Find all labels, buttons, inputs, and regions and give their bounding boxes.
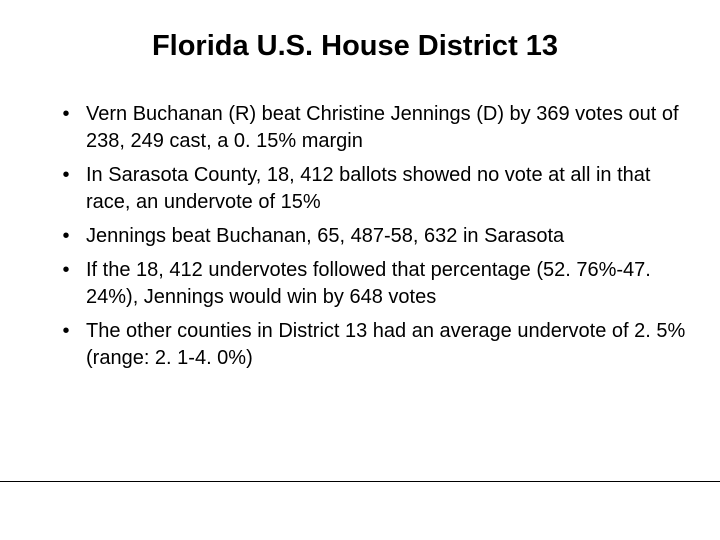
bullet-text: In Sarasota County, 18, 412 ballots showed no vote at all in that race, an undervote of 15% [86,164,651,213]
bullet-text: The other counties in District 13 had an average undervote of 2. 5% (range: 2. 1-4. 0%) [86,320,686,369]
bullet-icon: • [62,225,70,247]
bullet-item [58,257,698,311]
bullet-text: Jennings beat Buchanan, 65, 487-58, 632 in Sarasota [86,225,565,247]
slide-title: Florida U.S. House District 13 [151,30,559,62]
bullet-text: If the 18, 412 undervotes followed that percentage (52. 76%-47. 24%), Jennings would win by 648 votes [86,259,651,308]
bullet-item [58,318,698,372]
bottom-divider [0,481,720,482]
bullet-item [58,223,698,250]
bullet-item [58,162,698,216]
bullet-icon: • [62,259,70,281]
bullet-icon: • [62,103,70,125]
bullet-icon: • [62,164,70,186]
bullet-list [58,101,698,379]
bullet-text: Vern Buchanan (R) beat Christine Jennings (D) by 369 votes out of 238, 249 cast, a 0. 15% margin [86,103,679,152]
bullet-item [58,101,698,155]
bullet-icon: • [62,320,70,342]
